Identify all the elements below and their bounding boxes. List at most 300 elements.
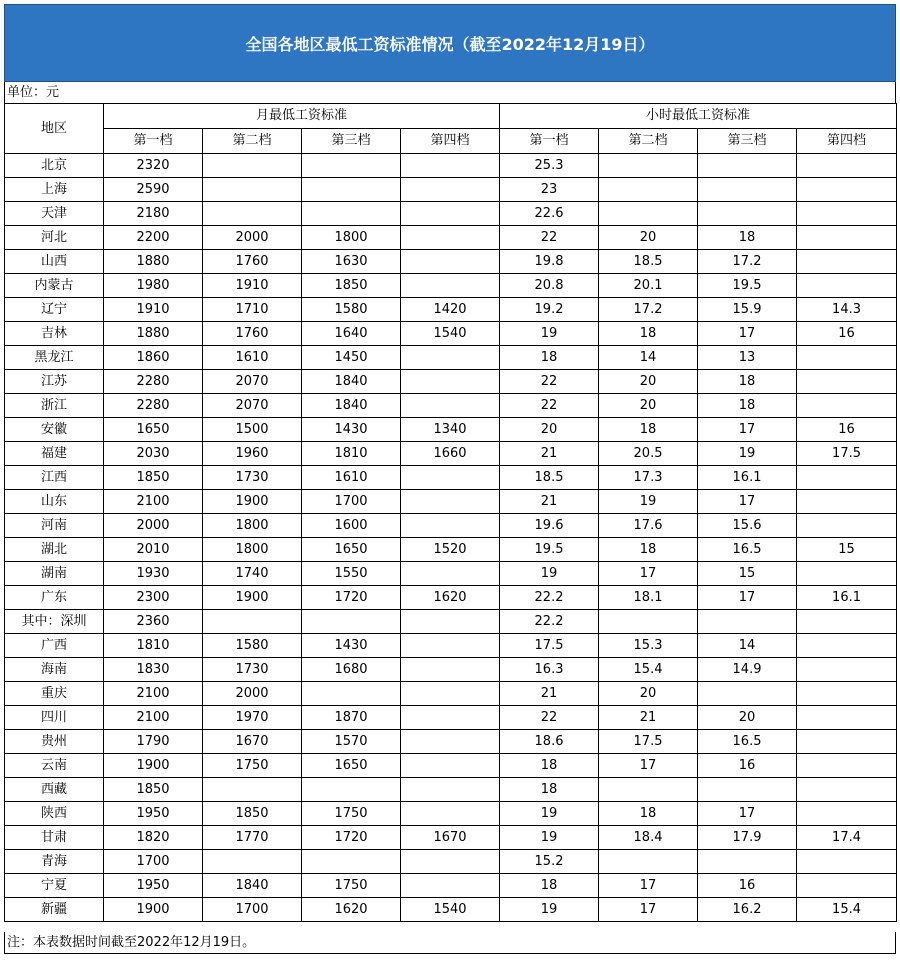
monthly-tier-cell: 2280 [104, 394, 203, 418]
monthly-tier-cell: 1620 [302, 898, 401, 922]
hourly-tier-cell: 19.8 [500, 250, 599, 274]
monthly-tier-cell: 1550 [302, 562, 401, 586]
hourly-tier-cell: 22 [500, 706, 599, 730]
hourly-tier-cell [599, 202, 698, 226]
monthly-tier-cell: 2200 [104, 226, 203, 250]
monthly-tier-cell: 1900 [203, 490, 302, 514]
hourly-tier-cell: 25.3 [500, 154, 599, 178]
header-hourly-tier: 第一档 [500, 129, 599, 154]
header-hourly-tier: 第二档 [599, 129, 698, 154]
monthly-tier-cell: 2070 [203, 394, 302, 418]
monthly-tier-cell: 1810 [104, 634, 203, 658]
hourly-tier-cell: 16.2 [698, 898, 797, 922]
hourly-tier-cell: 17.3 [599, 466, 698, 490]
region-cell: 辽宁 [5, 298, 104, 322]
region-cell: 江西 [5, 466, 104, 490]
monthly-tier-cell [401, 274, 500, 298]
monthly-tier-cell [401, 250, 500, 274]
hourly-tier-cell [797, 682, 897, 706]
hourly-tier-cell: 18.5 [599, 250, 698, 274]
hourly-tier-cell: 23 [500, 178, 599, 202]
hourly-tier-cell: 17 [698, 322, 797, 346]
hourly-tier-cell: 15.3 [599, 634, 698, 658]
hourly-tier-cell: 16 [698, 874, 797, 898]
footnote: 注：本表数据时间截至2022年12月19日。 [4, 932, 896, 954]
monthly-tier-cell: 1450 [302, 346, 401, 370]
hourly-tier-cell: 19.5 [698, 274, 797, 298]
region-cell: 上海 [5, 178, 104, 202]
monthly-tier-cell: 1500 [203, 418, 302, 442]
hourly-tier-cell: 17 [698, 490, 797, 514]
hourly-tier-cell [797, 178, 897, 202]
table-row [5, 226, 897, 250]
hourly-tier-cell [797, 850, 897, 874]
hourly-tier-cell: 18 [698, 370, 797, 394]
hourly-tier-cell [797, 514, 897, 538]
table-title-text: 全国各地区最低工资标准情况（截至2022年12月19日） [245, 34, 655, 54]
monthly-tier-cell: 2010 [104, 538, 203, 562]
hourly-tier-cell: 17 [698, 418, 797, 442]
hourly-tier-cell [797, 778, 897, 802]
table-title [4, 4, 896, 82]
monthly-tier-cell: 1820 [104, 826, 203, 850]
monthly-tier-cell: 1760 [203, 250, 302, 274]
table-row [5, 778, 897, 802]
table-row [5, 274, 897, 298]
hourly-tier-cell: 15.2 [500, 850, 599, 874]
region-cell: 江苏 [5, 370, 104, 394]
table-row [5, 538, 897, 562]
monthly-tier-cell: 1840 [203, 874, 302, 898]
hourly-tier-cell: 14.3 [797, 298, 897, 322]
monthly-tier-cell: 2000 [104, 514, 203, 538]
monthly-tier-cell [401, 514, 500, 538]
monthly-tier-cell: 1430 [302, 418, 401, 442]
wage-table-body [5, 104, 897, 922]
monthly-tier-cell: 1520 [401, 538, 500, 562]
header-hourly-tier: 第四档 [797, 129, 897, 154]
hourly-tier-cell: 17 [599, 562, 698, 586]
table-row [5, 250, 897, 274]
monthly-tier-cell: 1650 [302, 538, 401, 562]
hourly-tier-cell [599, 154, 698, 178]
monthly-tier-cell: 2100 [104, 490, 203, 514]
hourly-tier-cell: 17.4 [797, 826, 897, 850]
monthly-tier-cell: 1700 [104, 850, 203, 874]
hourly-tier-cell [797, 562, 897, 586]
region-cell: 贵州 [5, 730, 104, 754]
monthly-tier-cell [302, 682, 401, 706]
wage-table [4, 103, 897, 922]
monthly-tier-cell: 1950 [104, 802, 203, 826]
monthly-tier-cell: 1930 [104, 562, 203, 586]
monthly-tier-cell: 1790 [104, 730, 203, 754]
table-row [5, 370, 897, 394]
monthly-tier-cell: 1570 [302, 730, 401, 754]
hourly-tier-cell: 18.5 [500, 466, 599, 490]
table-row [5, 754, 897, 778]
hourly-tier-cell: 15.4 [797, 898, 897, 922]
monthly-tier-cell [203, 850, 302, 874]
table-row [5, 730, 897, 754]
table-row [5, 514, 897, 538]
hourly-tier-cell [599, 778, 698, 802]
hourly-tier-cell: 15.6 [698, 514, 797, 538]
hourly-tier-cell: 16.3 [500, 658, 599, 682]
monthly-tier-cell: 1850 [203, 802, 302, 826]
monthly-tier-cell [401, 370, 500, 394]
hourly-tier-cell: 18 [599, 418, 698, 442]
monthly-tier-cell: 2300 [104, 586, 203, 610]
hourly-tier-cell: 22 [500, 370, 599, 394]
monthly-tier-cell [302, 778, 401, 802]
monthly-tier-cell [401, 346, 500, 370]
monthly-tier-cell: 1950 [104, 874, 203, 898]
hourly-tier-cell [797, 154, 897, 178]
region-cell: 广东 [5, 586, 104, 610]
monthly-tier-cell: 2000 [203, 226, 302, 250]
region-cell: 重庆 [5, 682, 104, 706]
hourly-tier-cell: 20.1 [599, 274, 698, 298]
table-row [5, 178, 897, 202]
header-monthly-tier: 第一档 [104, 129, 203, 154]
hourly-tier-cell: 14 [599, 346, 698, 370]
monthly-tier-cell: 1700 [302, 490, 401, 514]
hourly-tier-cell: 19 [500, 826, 599, 850]
table-row [5, 586, 897, 610]
monthly-tier-cell [203, 178, 302, 202]
hourly-tier-cell: 16.5 [698, 538, 797, 562]
monthly-tier-cell [401, 226, 500, 250]
hourly-tier-cell: 17.5 [797, 442, 897, 466]
table-row [5, 466, 897, 490]
hourly-tier-cell: 18 [698, 226, 797, 250]
monthly-tier-cell: 1880 [104, 250, 203, 274]
region-cell: 云南 [5, 754, 104, 778]
monthly-tier-cell: 1760 [203, 322, 302, 346]
monthly-tier-cell: 1800 [203, 538, 302, 562]
table-row [5, 322, 897, 346]
hourly-tier-cell: 22 [500, 226, 599, 250]
hourly-tier-cell: 17 [599, 898, 698, 922]
monthly-tier-cell: 1430 [302, 634, 401, 658]
hourly-tier-cell: 18.1 [599, 586, 698, 610]
region-cell: 北京 [5, 154, 104, 178]
monthly-tier-cell [401, 202, 500, 226]
hourly-tier-cell: 17 [599, 874, 698, 898]
monthly-tier-cell: 1730 [203, 658, 302, 682]
table-row [5, 682, 897, 706]
hourly-tier-cell: 14 [698, 634, 797, 658]
header-monthly-tier: 第四档 [401, 129, 500, 154]
hourly-tier-cell [797, 490, 897, 514]
hourly-tier-cell: 18 [500, 346, 599, 370]
table-row [5, 658, 897, 682]
hourly-tier-cell: 16 [698, 754, 797, 778]
monthly-tier-cell: 1910 [203, 274, 302, 298]
hourly-tier-cell: 20 [599, 226, 698, 250]
monthly-tier-cell: 1640 [302, 322, 401, 346]
monthly-tier-cell [401, 466, 500, 490]
monthly-tier-cell: 1830 [104, 658, 203, 682]
monthly-tier-cell: 1680 [302, 658, 401, 682]
monthly-tier-cell [401, 802, 500, 826]
hourly-tier-cell: 19.2 [500, 298, 599, 322]
monthly-tier-cell: 1850 [104, 778, 203, 802]
monthly-tier-cell [203, 610, 302, 634]
monthly-tier-cell: 1730 [203, 466, 302, 490]
hourly-tier-cell: 22.2 [500, 586, 599, 610]
hourly-tier-cell: 17.2 [698, 250, 797, 274]
region-cell: 福建 [5, 442, 104, 466]
hourly-tier-cell [797, 610, 897, 634]
monthly-tier-cell: 1900 [104, 754, 203, 778]
region-cell: 广西 [5, 634, 104, 658]
hourly-tier-cell: 15 [698, 562, 797, 586]
table-row [5, 346, 897, 370]
hourly-tier-cell [797, 730, 897, 754]
monthly-tier-cell [401, 754, 500, 778]
hourly-tier-cell: 15.9 [698, 298, 797, 322]
region-cell: 宁夏 [5, 874, 104, 898]
region-cell: 陕西 [5, 802, 104, 826]
region-cell: 内蒙古 [5, 274, 104, 298]
region-cell: 吉林 [5, 322, 104, 346]
hourly-tier-cell: 20 [599, 370, 698, 394]
monthly-tier-cell [302, 202, 401, 226]
monthly-tier-cell: 1700 [203, 898, 302, 922]
monthly-tier-cell [302, 154, 401, 178]
region-cell: 新疆 [5, 898, 104, 922]
hourly-tier-cell: 18 [500, 874, 599, 898]
hourly-tier-cell: 19 [500, 322, 599, 346]
monthly-tier-cell [401, 658, 500, 682]
header-monthly-tier: 第二档 [203, 129, 302, 154]
hourly-tier-cell: 19 [500, 898, 599, 922]
hourly-tier-cell [599, 850, 698, 874]
monthly-tier-cell: 1750 [302, 874, 401, 898]
table-row [5, 850, 897, 874]
region-cell: 山西 [5, 250, 104, 274]
monthly-tier-cell [401, 634, 500, 658]
hourly-tier-cell: 17 [698, 586, 797, 610]
hourly-tier-cell [698, 610, 797, 634]
monthly-tier-cell: 1580 [203, 634, 302, 658]
monthly-tier-cell [302, 178, 401, 202]
hourly-tier-cell: 21 [500, 682, 599, 706]
region-cell: 湖南 [5, 562, 104, 586]
region-cell: 青海 [5, 850, 104, 874]
hourly-tier-cell: 15 [797, 538, 897, 562]
table-row [5, 874, 897, 898]
monthly-tier-cell: 1970 [203, 706, 302, 730]
monthly-tier-cell: 2100 [104, 682, 203, 706]
hourly-tier-cell: 22 [500, 394, 599, 418]
monthly-tier-cell [203, 778, 302, 802]
monthly-tier-cell: 1600 [302, 514, 401, 538]
hourly-tier-cell: 16 [797, 322, 897, 346]
table-row [5, 490, 897, 514]
hourly-tier-cell: 21 [599, 706, 698, 730]
hourly-tier-cell: 19 [500, 562, 599, 586]
monthly-tier-cell: 1810 [302, 442, 401, 466]
hourly-tier-cell: 20 [599, 394, 698, 418]
table-row [5, 610, 897, 634]
hourly-tier-cell: 19.6 [500, 514, 599, 538]
hourly-tier-cell: 18 [500, 754, 599, 778]
hourly-tier-cell [797, 754, 897, 778]
monthly-tier-cell [401, 394, 500, 418]
table-row [5, 154, 897, 178]
region-cell: 西藏 [5, 778, 104, 802]
monthly-tier-cell [401, 706, 500, 730]
hourly-tier-cell [698, 778, 797, 802]
monthly-tier-cell: 1960 [203, 442, 302, 466]
hourly-tier-cell: 20.5 [599, 442, 698, 466]
header-hourly: 小时最低工资标准 [500, 104, 897, 129]
hourly-tier-cell [797, 226, 897, 250]
table-row [5, 562, 897, 586]
monthly-tier-cell: 1750 [302, 802, 401, 826]
table-row [5, 298, 897, 322]
monthly-tier-cell [401, 562, 500, 586]
monthly-tier-cell: 1870 [302, 706, 401, 730]
hourly-tier-cell: 20 [500, 418, 599, 442]
region-cell: 黑龙江 [5, 346, 104, 370]
monthly-tier-cell: 1630 [302, 250, 401, 274]
monthly-tier-cell [401, 778, 500, 802]
region-cell: 天津 [5, 202, 104, 226]
monthly-tier-cell: 1670 [203, 730, 302, 754]
hourly-tier-cell: 17.9 [698, 826, 797, 850]
region-cell: 浙江 [5, 394, 104, 418]
monthly-tier-cell: 1670 [401, 826, 500, 850]
hourly-tier-cell: 22.6 [500, 202, 599, 226]
monthly-tier-cell: 1900 [203, 586, 302, 610]
monthly-tier-cell: 1610 [203, 346, 302, 370]
hourly-tier-cell [797, 802, 897, 826]
region-cell: 湖北 [5, 538, 104, 562]
monthly-tier-cell: 1850 [302, 274, 401, 298]
header-hourly-tier: 第三档 [698, 129, 797, 154]
hourly-tier-cell [797, 202, 897, 226]
table-row [5, 418, 897, 442]
monthly-tier-cell: 2070 [203, 370, 302, 394]
hourly-tier-cell: 20 [698, 706, 797, 730]
hourly-tier-cell [797, 346, 897, 370]
hourly-tier-cell [797, 706, 897, 730]
monthly-tier-cell: 1540 [401, 898, 500, 922]
monthly-tier-cell: 1610 [302, 466, 401, 490]
hourly-tier-cell: 22.2 [500, 610, 599, 634]
hourly-tier-cell [698, 202, 797, 226]
hourly-tier-cell: 14.9 [698, 658, 797, 682]
region-cell: 其中：深圳 [5, 610, 104, 634]
hourly-tier-cell: 18 [599, 802, 698, 826]
hourly-tier-cell: 20 [599, 682, 698, 706]
monthly-tier-cell [401, 682, 500, 706]
monthly-tier-cell: 1710 [203, 298, 302, 322]
monthly-tier-cell [302, 610, 401, 634]
monthly-tier-cell [302, 850, 401, 874]
monthly-tier-cell: 1660 [401, 442, 500, 466]
region-cell: 河北 [5, 226, 104, 250]
hourly-tier-cell [797, 874, 897, 898]
table-row [5, 634, 897, 658]
monthly-tier-cell: 1840 [302, 394, 401, 418]
hourly-tier-cell: 17.5 [500, 634, 599, 658]
monthly-tier-cell [401, 850, 500, 874]
monthly-tier-cell: 1800 [203, 514, 302, 538]
monthly-tier-cell: 1850 [104, 466, 203, 490]
hourly-tier-cell [599, 610, 698, 634]
hourly-tier-cell: 16.1 [797, 586, 897, 610]
monthly-tier-cell: 1880 [104, 322, 203, 346]
monthly-tier-cell: 1420 [401, 298, 500, 322]
hourly-tier-cell: 18 [698, 394, 797, 418]
hourly-tier-cell [797, 250, 897, 274]
monthly-tier-cell: 1750 [203, 754, 302, 778]
unit-label: 单位：元 [4, 82, 896, 103]
monthly-tier-cell: 2100 [104, 706, 203, 730]
hourly-tier-cell: 19 [698, 442, 797, 466]
monthly-tier-cell: 1800 [302, 226, 401, 250]
hourly-tier-cell [698, 178, 797, 202]
monthly-tier-cell: 1340 [401, 418, 500, 442]
monthly-tier-cell: 1840 [302, 370, 401, 394]
monthly-tier-cell [401, 874, 500, 898]
hourly-tier-cell [698, 154, 797, 178]
monthly-tier-cell [203, 154, 302, 178]
hourly-tier-cell: 21 [500, 490, 599, 514]
region-cell: 安徽 [5, 418, 104, 442]
region-cell: 四川 [5, 706, 104, 730]
hourly-tier-cell: 17 [698, 802, 797, 826]
hourly-tier-cell: 17 [599, 754, 698, 778]
monthly-tier-cell: 1720 [302, 586, 401, 610]
monthly-tier-cell [401, 178, 500, 202]
hourly-tier-cell: 17.5 [599, 730, 698, 754]
hourly-tier-cell: 19.5 [500, 538, 599, 562]
hourly-tier-cell: 18 [500, 778, 599, 802]
hourly-tier-cell: 19 [599, 490, 698, 514]
header-row-2 [5, 129, 897, 154]
table-row [5, 706, 897, 730]
monthly-tier-cell: 2280 [104, 370, 203, 394]
table-row [5, 394, 897, 418]
hourly-tier-cell: 16 [797, 418, 897, 442]
hourly-tier-cell: 15.4 [599, 658, 698, 682]
monthly-tier-cell: 2000 [203, 682, 302, 706]
hourly-tier-cell [797, 274, 897, 298]
monthly-tier-cell: 1740 [203, 562, 302, 586]
hourly-tier-cell: 16.1 [698, 466, 797, 490]
monthly-tier-cell [401, 490, 500, 514]
monthly-tier-cell: 1980 [104, 274, 203, 298]
monthly-tier-cell: 2030 [104, 442, 203, 466]
hourly-tier-cell: 17.2 [599, 298, 698, 322]
monthly-tier-cell [401, 610, 500, 634]
hourly-tier-cell: 19 [500, 802, 599, 826]
monthly-tier-cell: 2360 [104, 610, 203, 634]
monthly-tier-cell: 2320 [104, 154, 203, 178]
table-row [5, 826, 897, 850]
hourly-tier-cell [797, 466, 897, 490]
hourly-tier-cell [797, 370, 897, 394]
hourly-tier-cell: 18 [599, 322, 698, 346]
table-row [5, 202, 897, 226]
region-cell: 山东 [5, 490, 104, 514]
